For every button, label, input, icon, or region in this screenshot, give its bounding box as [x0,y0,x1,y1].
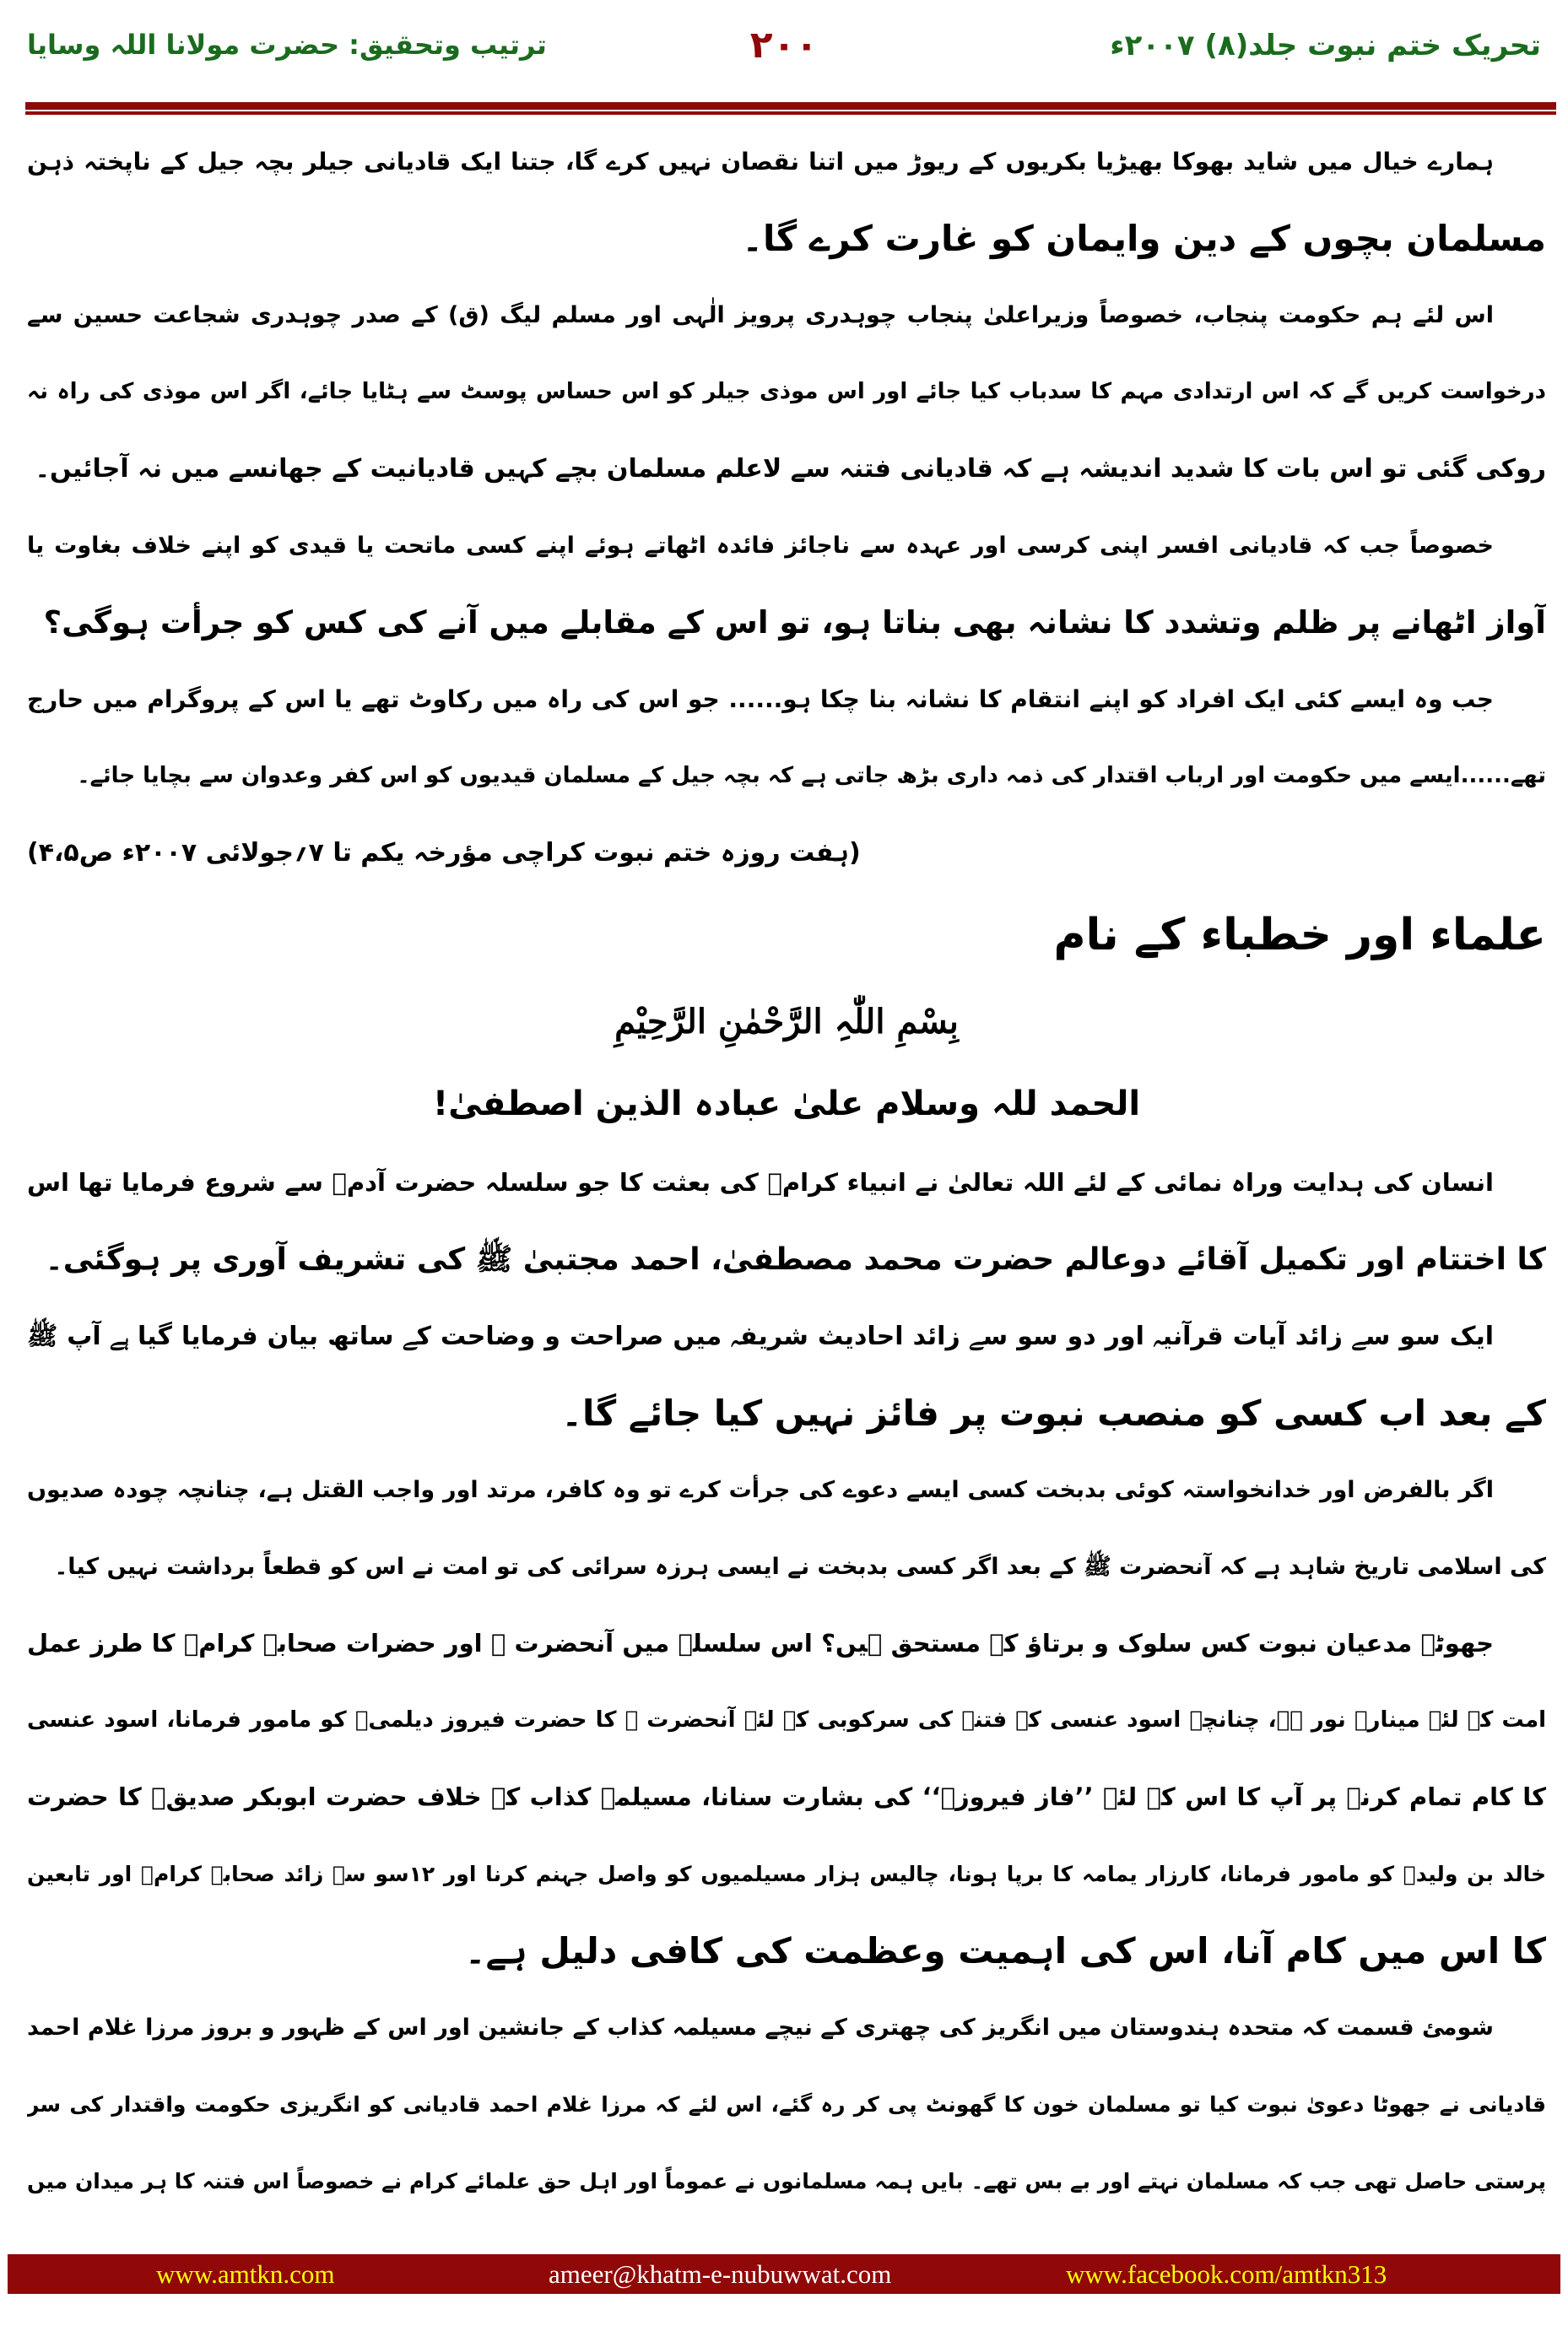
page-header [27,17,1541,93]
paragraph [27,277,1546,507]
section-heading: علماء اور خطباء کے نام [1053,910,1546,960]
paragraph [27,123,1546,277]
text-line: اس لئے ہم حکومت پنجاب، خصوصاً وزیراعلیٰ پنجاب چوہدری پرویز الٰہی اور مسلم لیگ (ق) کے صدر چوہدری شجاعت حسین سے [27,302,1494,328]
text-line: مسلمان بچوں کے دین وایمان کو غارت کرے گا۔ [742,218,1546,259]
header-rule-thick [25,102,1556,110]
email-link[interactable]: ameer@khatm-e-nubuwwat.com [549,2259,892,2289]
page-number: ۲۰۰ [749,24,819,67]
paragraph [27,661,1546,814]
page-body [27,123,1546,2220]
hamd-line: الحمد للہ وسلام علیٰ عبادہ الذین اصطفیٰ! [432,1084,1141,1123]
paragraph [27,1989,1546,2220]
text-line: کا اختتام اور تکمیل آقائے دوعالم حضرت محمد مصطفیٰ، احمد مجتبیٰ ﷺ کی تشریف آوری پر ہوگئی۔ [45,1242,1546,1277]
page-footer [8,2254,1560,2294]
text-line: روکی گئی تو اس بات کا شدید اندیشہ ہے کہ قادیانی فتنہ سے لاعلم مسلمان بچے کہیں قادیانیت کے جھانسے میں نہ آجائیں۔ [35,454,1546,484]
text-line: کا اس میں کام آنا، اس کی اہمیت وعظمت کی کافی دلیل ہے۔ [464,1930,1546,1971]
citation-text: (ہفت روزہ ختم نبوت کراچی مؤرخہ یکم تا ۷؍جولائی ۲۰۰۷ء ص۴،۵) [27,838,861,868]
text-line: قادیانی نے جھوٹا دعویٰ نبوت کیا تو مسلمان خون کا گھونٹ پی کر رہ گئے، اس لئے کہ مرزا غلام احمد قادیانی کو انگریزی حکومت واقتدار کی سر [27,2092,1546,2117]
text-line: خالد بن ولیدؓ کو مامور فرمانا، کارزار یمامہ کا برپا ہونا، چالیس ہزار مسیلمیوں کو واصل جہنم کرنا اور ۱۲سو سے زائد صحابہ کرامؓ اور تابعین [27,1862,1546,1886]
text-line: شومئ قسمت کہ متحدہ ہندوستان میں انگریز کی چھتری کے نیچے مسیلمہ کذاب کے جانشین اور اس کے ظہور و بروز مرزا غلام احمد [27,2015,1494,2041]
article-section-1 [27,123,1546,814]
paragraph [27,1452,1546,1605]
text-line: درخواست کریں گے کہ اس ارتدادی مہم کا سدباب کیا جائے اور اس موذی جیلر کو اس حساس پوسٹ سے ہٹایا جائے، اگر اس موذی کی راہ نہ [27,379,1546,404]
text-line: اگر بالفرض اور خدانخواستہ کوئی بدبخت کسی ایسے دعوے کی جرأت کرے تو وہ کافر، مرتد اور واجب القتل ہے، چنانچہ چودہ صدیوں [27,1477,1494,1503]
text-line: انسان کی ہدایت وراہ نمائی کے لئے اللہ تعالیٰ نے انبیاء کرامؑ کی بعثت کا جو سلسلہ حضرت آدمؑ سے شروع فرمایا تھا اس [27,1168,1494,1197]
header-rule-thin [25,111,1556,115]
paragraph [27,507,1546,661]
text-line: ایک سو سے زائد آیات قرآنیہ اور دو سو سے زائد احادیث شریفہ میں صراحت و وضاحت کے ساتھ بیان فرمایا گیا ہے آپ ﷺ [27,1322,1494,1351]
paragraph [27,1144,1546,1298]
article-section-2 [27,1144,1546,2220]
text-line: کے بعد اب کسی کو منصب نبوت پر فائز نہیں کیا جائے گا۔ [561,1393,1546,1434]
text-line: ہمارے خیال میں شاید بھوکا بھیڑیا بکریوں کے ریوڑ میں اتنا نقصان نہیں کرے گا، جتنا ایک قادیانی جیلر بچہ جیل کے ناپختہ ذہن [27,148,1494,176]
facebook-link[interactable]: www.facebook.com/amtkn313 [1066,2259,1387,2289]
text-line: پرستی حاصل تھی جب کہ مسلمان نہتے اور بے بس تھے۔ بایں ہمہ مسلمانوں نے عموماً اور اہل حق علمائے کرام نے خصوصاً اس فتنہ کا ہر میدان میں [27,2169,1546,2193]
text-line: امت کے لئے مینارۂ نور ہے، چنانچہ اسود عنسی کے فتنہ کی سرکوبی کے لئے آنحضرت ﷺ کا حضرت فیروز دیلمیؓ کو مامور فرمانا، اسود عنسی [27,1707,1546,1733]
text-line: کا کام تمام کرنے پر آپ کا اس کے لئے ’’فاز فیروزؓ‘‘ کی بشارت سنانا، مسیلمہ کذاب کے خلاف حضرت ابوبکر صدیقؓ کا حضرت [27,1782,1546,1811]
compiler-credit: ترتیب وتحقیق: حضرت مولانا اللہ وسایا [27,29,547,61]
bismillah: بِسْمِ اللّٰہِ الرَّحْمٰنِ الرَّحِیْمِ [614,1002,959,1041]
text-line: جب وہ ایسے کئی ایک افراد کو اپنے انتقام کا نشانہ بنا چکا ہو...... جو اس کی راہ میں رکاوٹ تھے یا اس کے پروگرام میں حارج [27,685,1494,713]
text-line: جھوٹے مدعیان نبوت کس سلوک و برتاؤ کے مستحق ہیں؟ اس سلسلہ میں آنحضرت ﷺ اور حضرات صحابہ کرامؓ کا طرز عمل [27,1629,1494,1658]
text-line: آواز اٹھانے پر ظلم وتشدد کا نشانہ بھی بناتا ہو، تو اس کے مقابلے میں آنے کی کس کو جرأت ہوگی؟ [43,604,1546,641]
book-title: تحریک ختم نبوت جلد(۸) ۲۰۰۷ء [1110,29,1541,62]
paragraph [27,1605,1546,1989]
website-link[interactable]: www.amtkn.com [156,2259,335,2289]
text-line: تھے......ایسے میں حکومت اور ارباب اقتدار کی ذمہ داری بڑھ جاتی ہے کہ بچہ جیل کے مسلمان قیدیوں کو اس کفر وعدوان سے بچایا جائے۔ [77,763,1546,788]
paragraph [27,1298,1546,1452]
text-line: کی اسلامی تاریخ شاہد ہے کہ آنحضرت ﷺ کے بعد اگر کسی بدبخت نے ایسی ہرزہ سرائی کی تو امت نے اس کو قطعاً برداشت نہیں کیا۔ [54,1554,1546,1580]
text-line: خصوصاً جب کہ قادیانی افسر اپنی کرسی اور عہدہ سے ناجائز فائدہ اٹھاتے ہوئے اپنے کسی ماتحت یا قیدی کو اپنے خلاف بغاوت یا [27,533,1494,559]
source-citation [27,814,1546,891]
